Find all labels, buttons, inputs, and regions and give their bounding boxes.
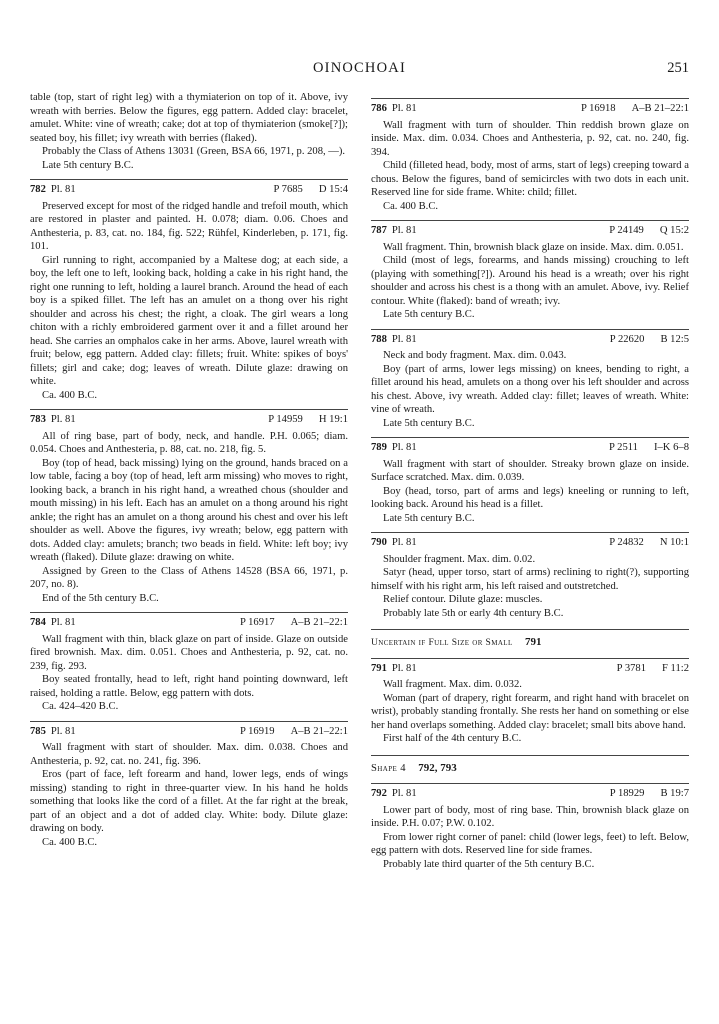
inventory-number: P 16919: [239, 725, 275, 737]
entry-date: Ca. 400 B.C.: [383, 200, 439, 212]
section-heading-uncertain: [371, 629, 689, 651]
entry-paragraph: From lower right corner of panel: child (lower legs, feet) to left. Below, egg pattern with dots. Reserved line for side frames.: [371, 831, 689, 856]
entry-date: End of the 5th century B.C.: [42, 592, 159, 604]
entry-number: 787: [371, 225, 387, 236]
entry-number: 786: [371, 103, 387, 114]
grid-reference: A–B 21–22:1: [631, 103, 689, 114]
entry-paragraph: Boy (part of arms, lower legs missing) on knees, bending to right, a fillet around his head, amulets on a thong over his left shoulder and across his chest. Above, ivy wreath. Added clay: fillet; leaves of wreath. White: vine of wreath.: [371, 363, 689, 415]
entry-heading: [30, 409, 348, 427]
catalogue-entry: [30, 409, 348, 605]
entry-paragraph: Child (filleted head, body, most of arms, start of legs) creeping toward a chous. Below the figures, band of semicircles with two dots in each unit. Reserved line for side frame. White: child; fillet.: [371, 160, 689, 198]
right-entries-b: [371, 658, 689, 746]
entry-paragraph: Wall fragment with start of shoulder. Streaky brown glaze on inside. Surface scratched. Max. dim. 0.039.: [371, 458, 689, 483]
entry-paragraph: Preserved except for most of the ridged handle and trefoil mouth, which are restored in plaster and painted. H. 0.078; diam. 0.06. Choes and Anthesteria, p. 83, cat. no. 184, fig. 522; Rühfel, Kinderleben, p. 171, fig. 101.: [30, 200, 348, 252]
entry-number: 784: [30, 617, 46, 628]
catalogue-entry: [371, 658, 689, 746]
grid-reference: B 19:7: [660, 788, 689, 799]
entry-date: Ca. 424–420 B.C.: [42, 701, 119, 712]
plate-reference: Pl. 81: [50, 617, 76, 628]
entry-heading: [371, 658, 689, 676]
inventory-number: P 18929: [609, 788, 645, 799]
entry-paragraph: Shoulder fragment. Max. dim. 0.02.: [383, 553, 536, 565]
grid-reference: Q 15:2: [659, 225, 689, 236]
entry-paragraph: Wall fragment with thin, black glaze on part of inside. Glaze on outside fired brownish. Max. dim. 0.051. Choes and Anthesteria, p. 92, cat. no. 239, fig. 293.: [30, 633, 348, 672]
page-header: [30, 60, 689, 80]
catalogue-entry: [30, 612, 348, 714]
catalogue-entry: [371, 783, 689, 871]
catalogue-entry: [371, 532, 689, 620]
continuation-date: Late 5th century B.C.: [42, 159, 134, 171]
catalogue-entry: [30, 179, 348, 402]
plate-reference: Pl. 81: [50, 414, 76, 425]
entry-number: 792: [371, 788, 387, 799]
entry-paragraph: Wall fragment. Thin, brownish black glaze on inside. Max. dim. 0.051.: [383, 241, 684, 253]
entry-paragraph: Boy seated frontally, head to left, right hand pointing downward, left raised, holding a rattle. Below, egg pattern with dots.: [30, 674, 348, 699]
inventory-number: P 24832: [609, 537, 644, 548]
entry-paragraph: Girl running to right, accompanied by a Maltese dog; at each side, a boy, the left one to left, looking back, holding a cake in his right hand, the right one running to left, holding a laurel branch. Around the head of each boy is a spiked fillet. The left has an amulet on a thong over his right shoulder and across his chest; the right, a cloak. The girl wears a long chiton with a richly embroidered garment over it and a fillet around her head. She carries an omphalos cake in her arms. Above, laurel wreath with fruit; below, egg pattern. Added clay: fillets; fruit. White: spikes of boys' fillets; girl and cake; dog; leaves of wreath. Dilute glaze: drawing on white.: [30, 254, 348, 387]
entry-heading: [371, 783, 689, 801]
entry-heading: [371, 98, 689, 116]
page-number: 251: [667, 60, 689, 76]
entry-paragraph: Wall fragment with turn of shoulder. Thin reddish brown glaze on inside. Max. dim. 0.034. Choes and Anthesteria, p. 92, cat. no. 240, fig. 394.: [371, 119, 689, 158]
running-head: OINOCHOAI: [313, 60, 406, 76]
inventory-number: P 16918: [580, 103, 616, 114]
entry-heading: [30, 721, 348, 739]
entry-heading: [30, 612, 348, 630]
right-entries-c: [371, 783, 689, 871]
inventory-number: P 2511: [609, 442, 638, 453]
entry-heading: [371, 437, 689, 455]
catalogue-entry: [371, 220, 689, 322]
grid-reference: H 19:1: [318, 414, 348, 425]
section-heading-shape: [371, 755, 689, 777]
inventory-number: P 16917: [239, 617, 275, 628]
plate-reference: Pl. 81: [391, 333, 417, 345]
entry-date: Probably late third quarter of the 5th century B.C.: [383, 858, 595, 870]
section-label: Uncertain if Full Size or Small: [371, 638, 513, 648]
continuation-paragraph: Probably the Class of Athens 13031 (Green, BSA 66, 1971, p. 208, —).: [42, 146, 346, 157]
section-label: Shape 4: [371, 762, 406, 774]
catalogue-entry: [30, 721, 348, 850]
entry-heading: [371, 532, 689, 550]
grid-reference: I–K 6–8: [653, 442, 689, 453]
left-entries: [30, 179, 348, 849]
inventory-number: P 7685: [273, 184, 303, 195]
entry-paragraph: Neck and body fragment. Max. dim. 0.043.: [383, 350, 567, 361]
grid-reference: F 11:2: [662, 662, 689, 674]
continuation-paragraph: table (top, start of right leg) with a thymiaterion on top of it. Above, ivy wreath with berries. Below the figures, egg pattern. Added clay: bracelet, amulet. White: vine of wreath; cake; dot at top of thymiaterion (smoke[?]); seated boy, his fillet; ivy wreath with berries (flaked).: [30, 92, 348, 144]
plate-reference: Pl. 81: [391, 788, 417, 799]
entry-number: 790: [371, 537, 387, 548]
entry-date: Late 5th century B.C.: [383, 309, 475, 320]
plate-reference: Pl. 81: [391, 662, 417, 674]
entry-date: Ca. 400 B.C.: [42, 836, 98, 848]
plate-reference: Pl. 81: [50, 725, 76, 737]
entry-paragraph: Assigned by Green to the Class of Athens 14528 (BSA 66, 1971, p. 207, no. 8).: [30, 565, 348, 590]
entry-paragraph: Satyr (head, upper torso, start of arms) reclining to right(?), supporting himself with his right arm, his left raised and outstretched.: [371, 567, 689, 592]
entry-number: 788: [371, 333, 387, 345]
right-column: [371, 91, 689, 871]
grid-reference: A–B 21–22:1: [290, 725, 348, 737]
entry-number: 785: [30, 725, 46, 737]
catalogue-entry: [371, 329, 689, 431]
entry-paragraph: Relief contour. Dilute glaze: muscles.: [383, 594, 543, 605]
entry-paragraph: All of ring base, part of body, neck, and handle. P.H. 0.065; diam. 0.054. Choes and Anthesteria, p. 88, cat. no. 218, fig. 5.: [30, 430, 348, 455]
entry-number: 791: [371, 662, 387, 674]
entry-paragraph: Boy (head, torso, part of arms and legs) kneeling or running to left, looking back. Around his head is a fillet.: [371, 485, 689, 510]
entry-date: Probably late 5th or early 4th century B.C.: [383, 607, 564, 619]
entry-date: Ca. 400 B.C.: [42, 389, 98, 401]
inventory-number: P 3781: [616, 662, 647, 674]
section-range: 792, 793: [418, 761, 457, 774]
entry-number: 789: [371, 442, 387, 453]
inventory-number: P 14959: [268, 414, 303, 425]
plate-reference: Pl. 81: [391, 442, 417, 453]
plate-reference: Pl. 81: [50, 184, 76, 195]
plate-reference: Pl. 81: [391, 537, 417, 548]
entry-paragraph: Boy (top of head, back missing) lying on the ground, hands braced on a low table, facing a boy (top of head, left arm missing) who moves to right, looking back, a branch in his right hand, a wreathed chous (shoulder and mouth missing) in his left. Each has an amulet on a thong around his right ankle; the right has an amulet on a thong around his chest and over his left shoulder as well. Above the figures, ivy wreath; below, egg pattern with dots. Added clay: amulets; branch; two beads in field. White: left boy; ivy wreath (flaked). Dilute glaze: drawing on white.: [30, 457, 348, 563]
catalogue-entry: [371, 98, 689, 213]
right-entries-a: [371, 98, 689, 620]
inventory-number: P 24149: [609, 225, 644, 236]
grid-reference: A–B 21–22:1: [290, 617, 348, 628]
entry-date: Late 5th century B.C.: [383, 417, 475, 429]
entry-paragraph: Wall fragment. Max. dim. 0.032.: [383, 679, 522, 690]
entry-paragraph: Eros (part of face, left forearm and hand, lower legs, ends of wings missing) standing to right in three-quarter view. In his hand he holds something that looks like the cord of a fillet. At the far right at the break, part of an object and a dot of added clay. White: body. Dilute glaze: drawing on body.: [30, 769, 348, 834]
entry-heading: [30, 179, 348, 197]
entry-paragraph: Wall fragment with start of shoulder. Max. dim. 0.038. Choes and Anthesteria, p. 92, cat. no. 241, fig. 396.: [30, 742, 348, 767]
left-column: [30, 91, 348, 849]
inventory-number: P 22620: [609, 333, 645, 345]
grid-reference: D 15:4: [318, 184, 348, 195]
grid-reference: B 12:5: [660, 333, 689, 345]
plate-reference: Pl. 81: [391, 103, 417, 114]
entry-number: 783: [30, 414, 46, 425]
grid-reference: N 10:1: [659, 537, 689, 548]
entry-paragraph: Child (most of legs, forearms, and hands missing) crouching to left (playing with something[?]). Around his head is a wreath; over his right shoulder and across his chest is a thong with an amulet. Above, ivy. Relief contour. White (flaked): band of wreath; ivy.: [371, 255, 689, 307]
entry-heading: [371, 329, 689, 347]
catalogue-entry: [371, 437, 689, 525]
plate-reference: Pl. 81: [391, 225, 417, 236]
entry-paragraph: Woman (part of drapery, right forearm, and right hand with bracelet on wrist), probably standing frontally. She rests her hand on something or else her hand overlaps something. Added clay: bracelet; small bits above hand.: [371, 692, 689, 731]
section-range: 791: [525, 636, 542, 648]
entry-heading: [371, 220, 689, 238]
entry-date: First half of the 4th century B.C.: [383, 733, 522, 744]
entry-number: 782: [30, 184, 46, 195]
entry-paragraph: Lower part of body, most of ring base. Thin, brownish black glaze on inside. P.H. 0.07; P.W. 0.102.: [371, 804, 689, 829]
entry-date: Late 5th century B.C.: [383, 512, 475, 524]
